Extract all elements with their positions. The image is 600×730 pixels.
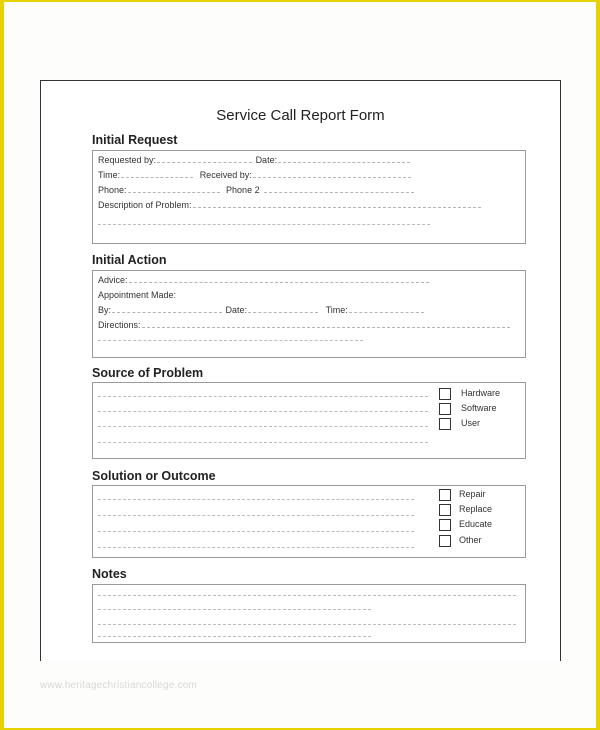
requested-by-field[interactable]	[157, 155, 252, 163]
by-row	[98, 305, 425, 316]
hardware-label: Hardware	[461, 388, 501, 398]
educate-label: Educate	[459, 519, 493, 529]
initial-request-heading: Initial Request	[92, 133, 178, 147]
repair-label: Repair	[459, 489, 486, 499]
directions-line[interactable]	[98, 340, 363, 341]
time-row	[98, 170, 412, 181]
source-line-3[interactable]	[98, 426, 428, 427]
replace-label: Replace	[459, 504, 493, 514]
solution-heading: Solution or Outcome	[92, 469, 216, 483]
phone2-label: Phone 2	[226, 185, 260, 195]
notes-line-3[interactable]	[98, 624, 516, 625]
repair-checkbox[interactable]	[439, 489, 451, 501]
replace-checkbox[interactable]	[439, 504, 451, 516]
solution-line-1[interactable]	[98, 499, 414, 500]
other-label: Other	[459, 535, 482, 545]
notes-line-4[interactable]	[98, 636, 371, 637]
action-date-field[interactable]	[248, 305, 318, 313]
phone-row	[98, 185, 415, 196]
action-date-label: Date:	[225, 305, 248, 315]
description-label: Description of Problem:	[98, 200, 192, 210]
phone-label: Phone:	[98, 185, 127, 195]
by-label: By:	[98, 305, 112, 315]
solution-line-3[interactable]	[98, 531, 414, 532]
phone2-field[interactable]	[264, 185, 414, 193]
request-date-field[interactable]	[278, 155, 410, 163]
directions-row	[98, 320, 511, 331]
requested-by-label: Requested by:	[98, 155, 157, 165]
requested-by-row	[98, 155, 411, 166]
action-time-label: Time:	[325, 305, 348, 315]
directions-label: Directions:	[98, 320, 141, 330]
advice-row	[98, 275, 430, 286]
software-checkbox[interactable]	[439, 403, 451, 415]
received-by-label: Received by:	[199, 170, 252, 180]
solution-box	[92, 485, 526, 558]
source-box	[92, 382, 526, 459]
phone-field[interactable]	[128, 185, 220, 193]
educate-checkbox[interactable]	[439, 519, 451, 531]
source-line-2[interactable]	[98, 411, 428, 412]
description-line[interactable]	[98, 224, 430, 225]
initial-action-heading: Initial Action	[92, 253, 167, 267]
appointment-row	[98, 290, 176, 301]
user-label: User	[461, 418, 481, 428]
initial-action-box	[92, 270, 526, 358]
description-field[interactable]	[193, 200, 481, 208]
action-time-field[interactable]	[349, 305, 424, 313]
notes-heading: Notes	[92, 567, 127, 581]
request-time-field[interactable]	[121, 170, 193, 178]
time-label: Time:	[98, 170, 121, 180]
source-heading: Source of Problem	[92, 366, 204, 380]
source-line-4[interactable]	[98, 442, 428, 443]
notes-line-1[interactable]	[98, 595, 516, 596]
received-by-field[interactable]	[253, 170, 411, 178]
advice-label: Advice:	[98, 275, 128, 285]
appointment-label: Appointment Made:	[98, 290, 177, 300]
directions-field[interactable]	[142, 320, 510, 328]
solution-line-2[interactable]	[98, 515, 414, 516]
hardware-checkbox[interactable]	[439, 388, 451, 400]
notes-line-2[interactable]	[98, 609, 371, 610]
solution-line-4[interactable]	[98, 547, 414, 548]
form-title: Service Call Report Form	[216, 107, 385, 124]
form-sheet	[40, 80, 561, 661]
user-checkbox[interactable]	[439, 418, 451, 430]
advice-field[interactable]	[129, 275, 429, 283]
software-label: Software	[461, 403, 497, 413]
date-label: Date:	[255, 155, 278, 165]
initial-request-box	[92, 150, 526, 244]
other-checkbox[interactable]	[439, 535, 451, 547]
notes-box	[92, 584, 526, 643]
watermark-text: www.heritagechristiancollege.com	[40, 680, 198, 691]
description-row	[98, 200, 482, 211]
source-line-1[interactable]	[98, 396, 428, 397]
by-field[interactable]	[112, 305, 222, 313]
